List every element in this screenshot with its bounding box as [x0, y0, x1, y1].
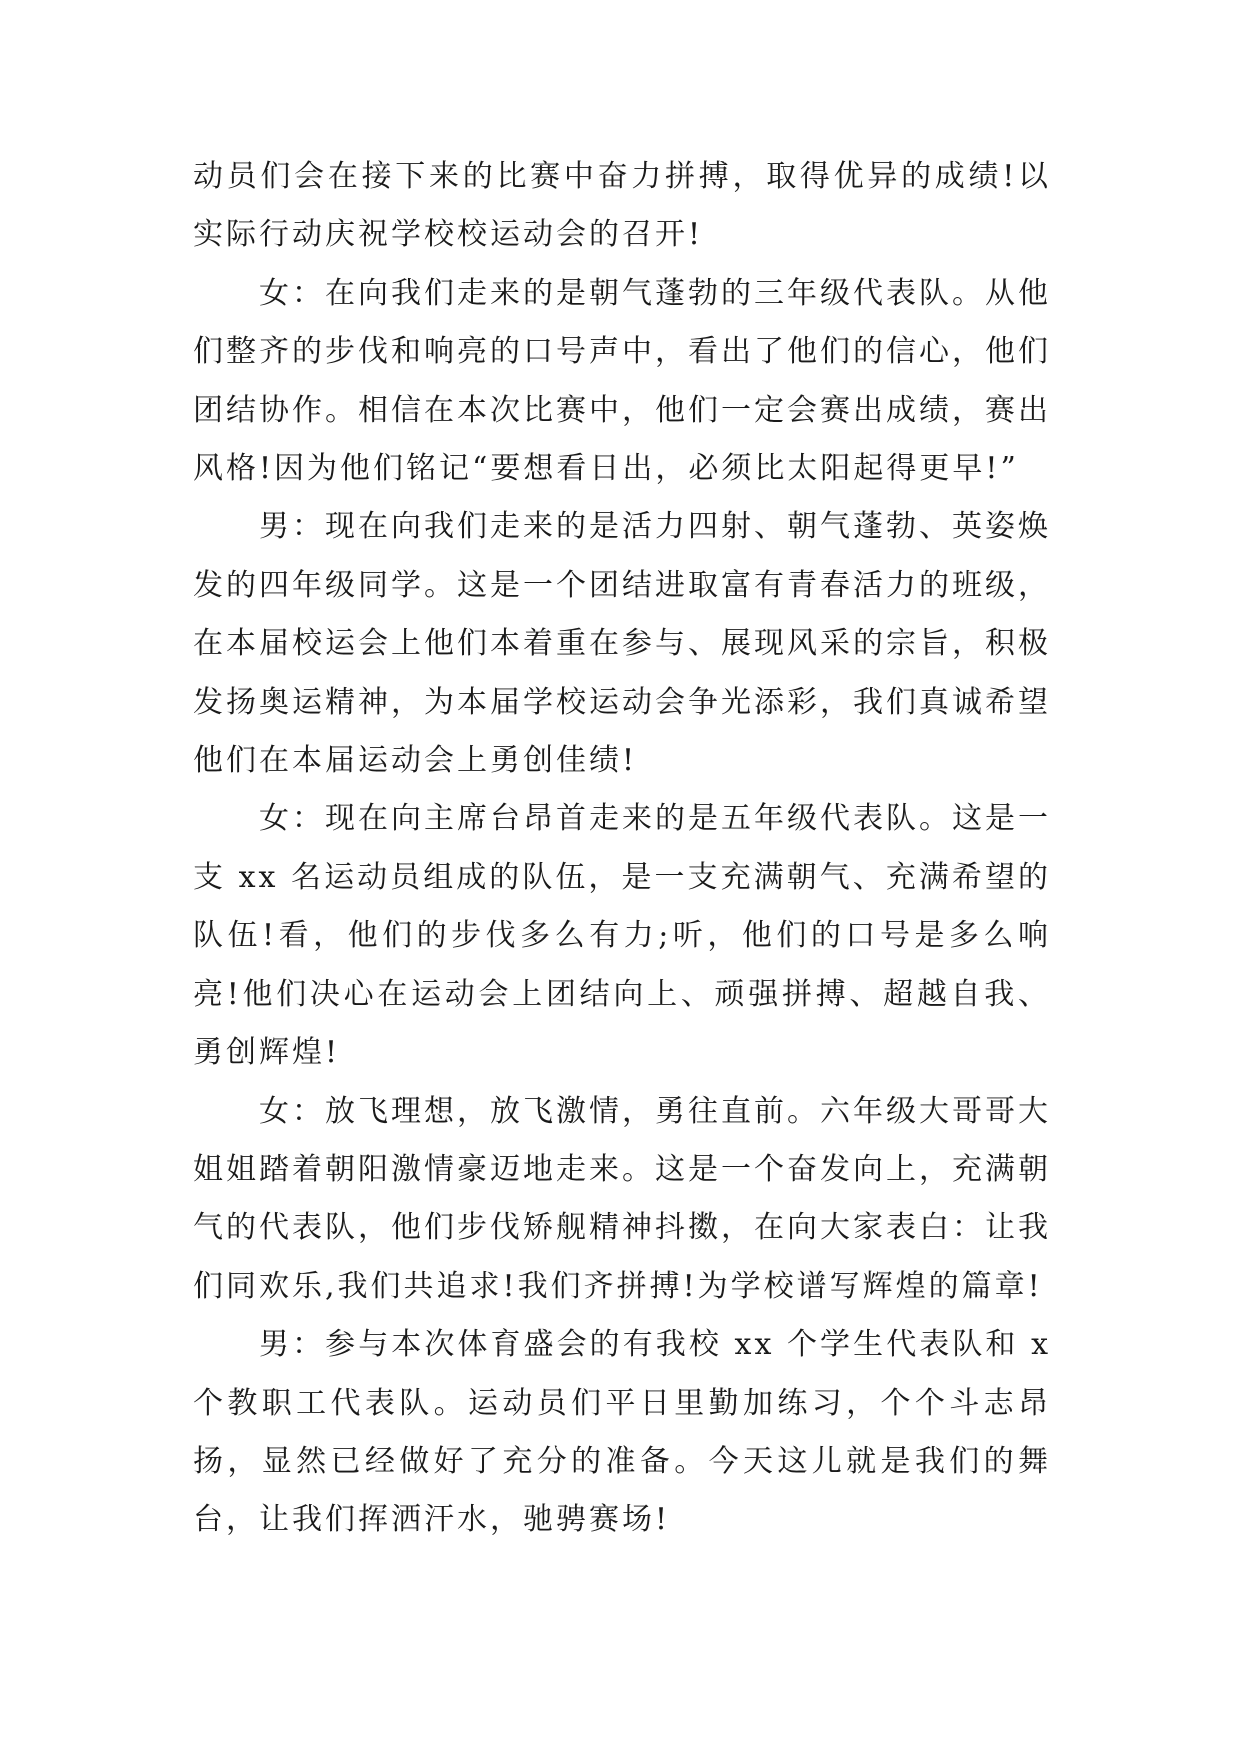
paragraph-participants: 男：参与本次体育盛会的有我校 xx 个学生代表队和 x 个教职工代表队。运动员们平日里勤加练习，个个斗志昂扬，显然已经做好了充分的准备。今天这儿就是我们的舞台，让我们挥洒汗水，驰骋赛场! — [193, 1327, 1051, 1538]
paragraph-grade-four: 男：现在向我们走来的是活力四射、朝气蓬勃、英姿焕发的四年级同学。这是一个团结进取富有青春活力的班级，在本届校运会上他们本着重在参与、展现风采的宗旨，积极发扬奥运精神，为本届学校运动会争光添彩，我们真诚希望他们在本届运动会上勇创佳绩! — [193, 509, 1051, 779]
paragraph-grade-six: 女：放飞理想，放飞激情，勇往直前。六年级大哥哥大姐姐踏着朝阳激情豪迈地走来。这是一个奋发向上，充满朝气的代表队，他们步伐矫舰精神抖擞，在向大家表白：让我们同欢乐,我们共追求!我们齐拼搏!为学校谱写辉煌的篇章! — [193, 1093, 1051, 1304]
document-page — [193, 148, 1051, 1550]
paragraph-continuation: 动员们会在接下来的比赛中奋力拼搏，取得优异的成绩!以实际行动庆祝学校校运动会的召开! — [193, 159, 1051, 253]
paragraph-grade-three: 女：在向我们走来的是朝气蓬勃的三年级代表队。从他们整齐的步伐和响亮的口号声中，看出了他们的信心，他们团结协作。相信在本次比赛中，他们一定会赛出成绩，赛出风格!因为他们铭记“要想看日出，必须比太阳起得更早!” — [193, 275, 1051, 487]
paragraph-grade-five: 女：现在向主席台昂首走来的是五年级代表队。这是一支 xx 名运动员组成的队伍，是一支充满朝气、充满希望的队伍!看，他们的步伐多么有力;听，他们的口号是多么响亮!他们决心在运动会上团结向上、顽强拼搏、超越自我、勇创辉煌! — [193, 801, 1051, 1071]
